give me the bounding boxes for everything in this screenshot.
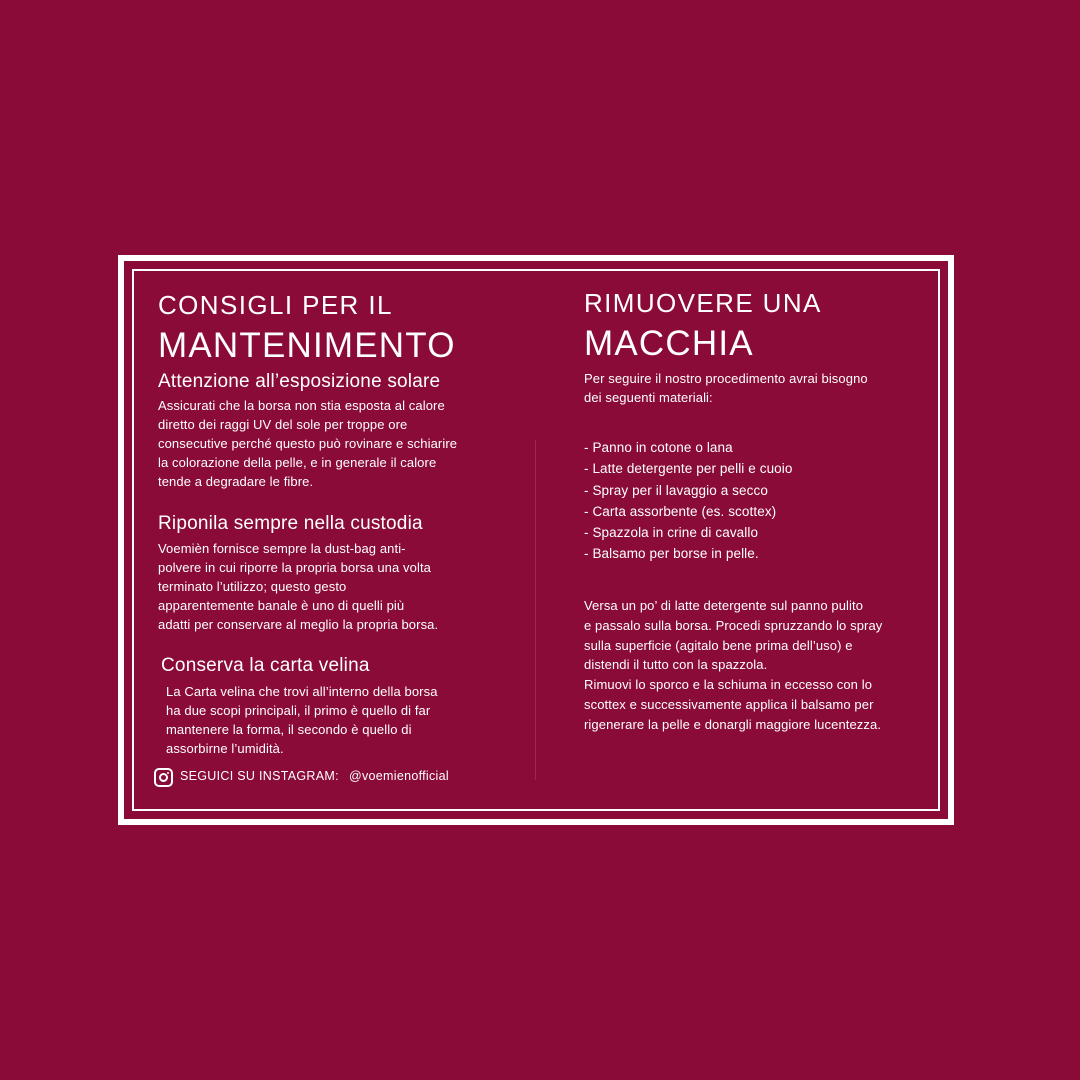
- text-line: terminato l’utilizzo; questo gesto: [158, 579, 347, 594]
- column-divider: [535, 440, 536, 780]
- text-line: diretto dei raggi UV del sole per troppe ore: [158, 417, 408, 432]
- list-item: - Spray per il lavaggio a secco: [584, 482, 768, 498]
- instagram-label: SEGUICI SU INSTAGRAM:: [180, 769, 339, 783]
- section-text-dustbag: [158, 539, 438, 634]
- list-item: - Latte detergente per pelli e cuoio: [584, 461, 793, 477]
- text-line: apparentemente banale è uno di quelli più: [158, 598, 405, 613]
- text-line: adatti per conservare al meglio la propria borsa.: [158, 617, 439, 632]
- text-line: Versa un po’ di latte detergente sul panno pulito: [584, 598, 864, 613]
- text-line: scottex e successivamente applica il balsamo per: [584, 696, 874, 712]
- intro-text: [584, 369, 868, 407]
- list-item: - Panno in cotone o lana: [584, 440, 733, 455]
- list-item: - Carta assorbente (es. scottex): [584, 503, 777, 519]
- text-line: distendi il tutto con la spazzola.: [584, 657, 768, 673]
- left-title-line1: CONSIGLI PER IL: [158, 290, 393, 320]
- text-line: consecutive perché questo può rovinare e schiarire: [158, 436, 458, 451]
- right-title-line2: MACCHIA: [584, 324, 754, 363]
- text-line: sulla superficie (agitalo bene prima dell’uso) e: [584, 637, 853, 653]
- section-heading-sun: Attenzione all’esposizione solare: [158, 371, 441, 392]
- text-line: tende a degradare le fibre.: [158, 474, 314, 489]
- text-line: e passalo sulla borsa. Procedi spruzzando lo spray: [584, 617, 883, 633]
- text-line: dei seguenti materiali:: [584, 390, 713, 405]
- text-line: ha due scopi principali, il primo è quello di far: [166, 703, 431, 718]
- list-item: - Balsamo per borse in pelle.: [584, 546, 759, 562]
- text-line: polvere in cui riporre la propria borsa una volta: [158, 560, 431, 575]
- section-heading-tissue: Conserva la carta velina: [161, 655, 370, 676]
- text-line: Per seguire il nostro procedimento avrai bisogno: [584, 371, 868, 386]
- procedure-text: [584, 596, 882, 735]
- right-title-line1: RIMUOVERE UNA: [584, 288, 822, 318]
- text-line: Voemièn fornisce sempre la dust-bag anti-: [158, 541, 406, 556]
- text-line: La Carta velina che trovi all’interno della borsa: [166, 684, 438, 699]
- materials-list: [584, 437, 793, 565]
- instagram-handle[interactable]: @voemienofficial: [349, 769, 449, 783]
- text-line: mantenere la forma, il secondo è quello di: [166, 722, 412, 737]
- text-line: Assicurati che la borsa non stia esposta al calore: [158, 398, 445, 413]
- list-item: - Spazzola in crine di cavallo: [584, 525, 759, 541]
- text-line: la colorazione della pelle, e in generale il calore: [158, 455, 437, 470]
- left-title-line2: MANTENIMENTO: [158, 326, 456, 365]
- instagram-icon[interactable]: [154, 768, 173, 787]
- section-text-sun: [158, 396, 457, 491]
- text-line: rigenerare la pelle e donargli maggiore lucentezza.: [584, 716, 882, 732]
- section-heading-dustbag: Riponila sempre nella custodia: [158, 513, 423, 534]
- text-line: assorbirne l’umidità.: [166, 741, 284, 756]
- text-line: Rimuovi lo sporco e la schiuma in eccesso con lo: [584, 677, 873, 693]
- section-text-tissue: [166, 682, 438, 758]
